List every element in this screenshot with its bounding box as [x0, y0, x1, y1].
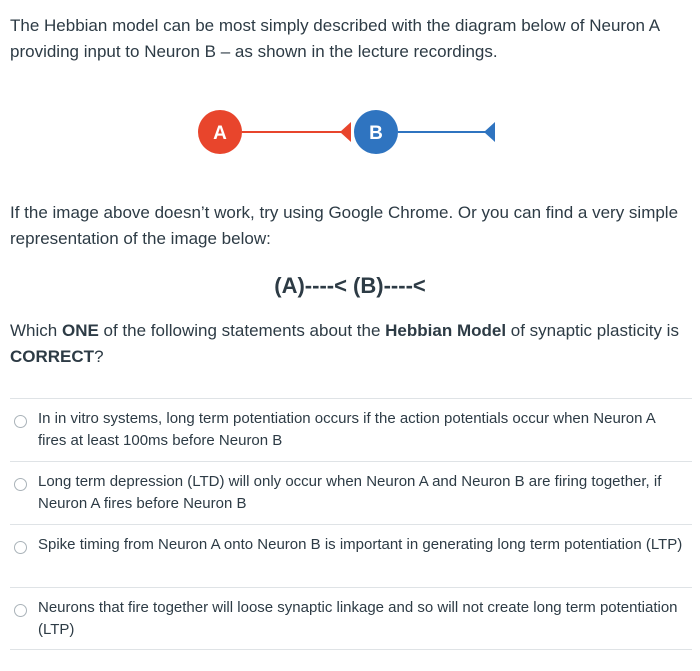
- question-part: ?: [94, 347, 104, 366]
- simple-representation: (A)----< (B)----<: [274, 273, 426, 298]
- question-emphasis: ONE: [61, 321, 99, 340]
- answer-label[interactable]: Spike timing from Neuron A onto Neuron B is important in generating long term potentiation (LTP): [38, 536, 683, 553]
- fallback-text: If the image above doesn’t work, try using Google Chrome. Or you can find a very simple representation of the image below:: [10, 203, 679, 248]
- intro-text: The Hebbian model can be most simply described with the diagram below of Neuron A providing input to Neuron B – as shown in the lecture recordings.: [10, 16, 660, 61]
- question-emphasis: Hebbian Model: [385, 321, 507, 340]
- question-part: of the following statements about the: [98, 321, 386, 340]
- question-emphasis: CORRECT: [10, 347, 95, 366]
- neuron-b-terminal: [484, 122, 495, 142]
- radio-button[interactable]: [14, 541, 27, 554]
- answer-option[interactable]: [10, 398, 692, 461]
- answer-label[interactable]: Long term depression (LTD) will only occur when Neuron A and Neuron B are firing together, if Neuron A fires before Neuron B: [38, 473, 662, 512]
- neuron-a-label: A: [213, 123, 227, 144]
- neuron-b-label: B: [369, 123, 383, 144]
- hebbian-diagram: [195, 110, 505, 160]
- question-part: Which: [10, 321, 62, 340]
- answer-label[interactable]: In in vitro systems, long term potentiation occurs if the action potentials occur when Neuron A fires at least 100ms before Neuron B: [38, 410, 655, 449]
- answer-list: [10, 398, 692, 650]
- question-text: [10, 318, 690, 370]
- answer-label[interactable]: Neurons that fire together will loose synaptic linkage and so will not create long term potentiation (LTP): [38, 599, 678, 638]
- radio-button[interactable]: [14, 604, 27, 617]
- answer-option[interactable]: [10, 461, 692, 524]
- answer-option[interactable]: [10, 587, 692, 650]
- question-part: of synaptic plasticity is: [506, 321, 679, 340]
- neuron-a-terminal: [340, 122, 351, 142]
- answer-option[interactable]: [10, 524, 692, 587]
- radio-button[interactable]: [14, 478, 27, 491]
- radio-button[interactable]: [14, 415, 27, 428]
